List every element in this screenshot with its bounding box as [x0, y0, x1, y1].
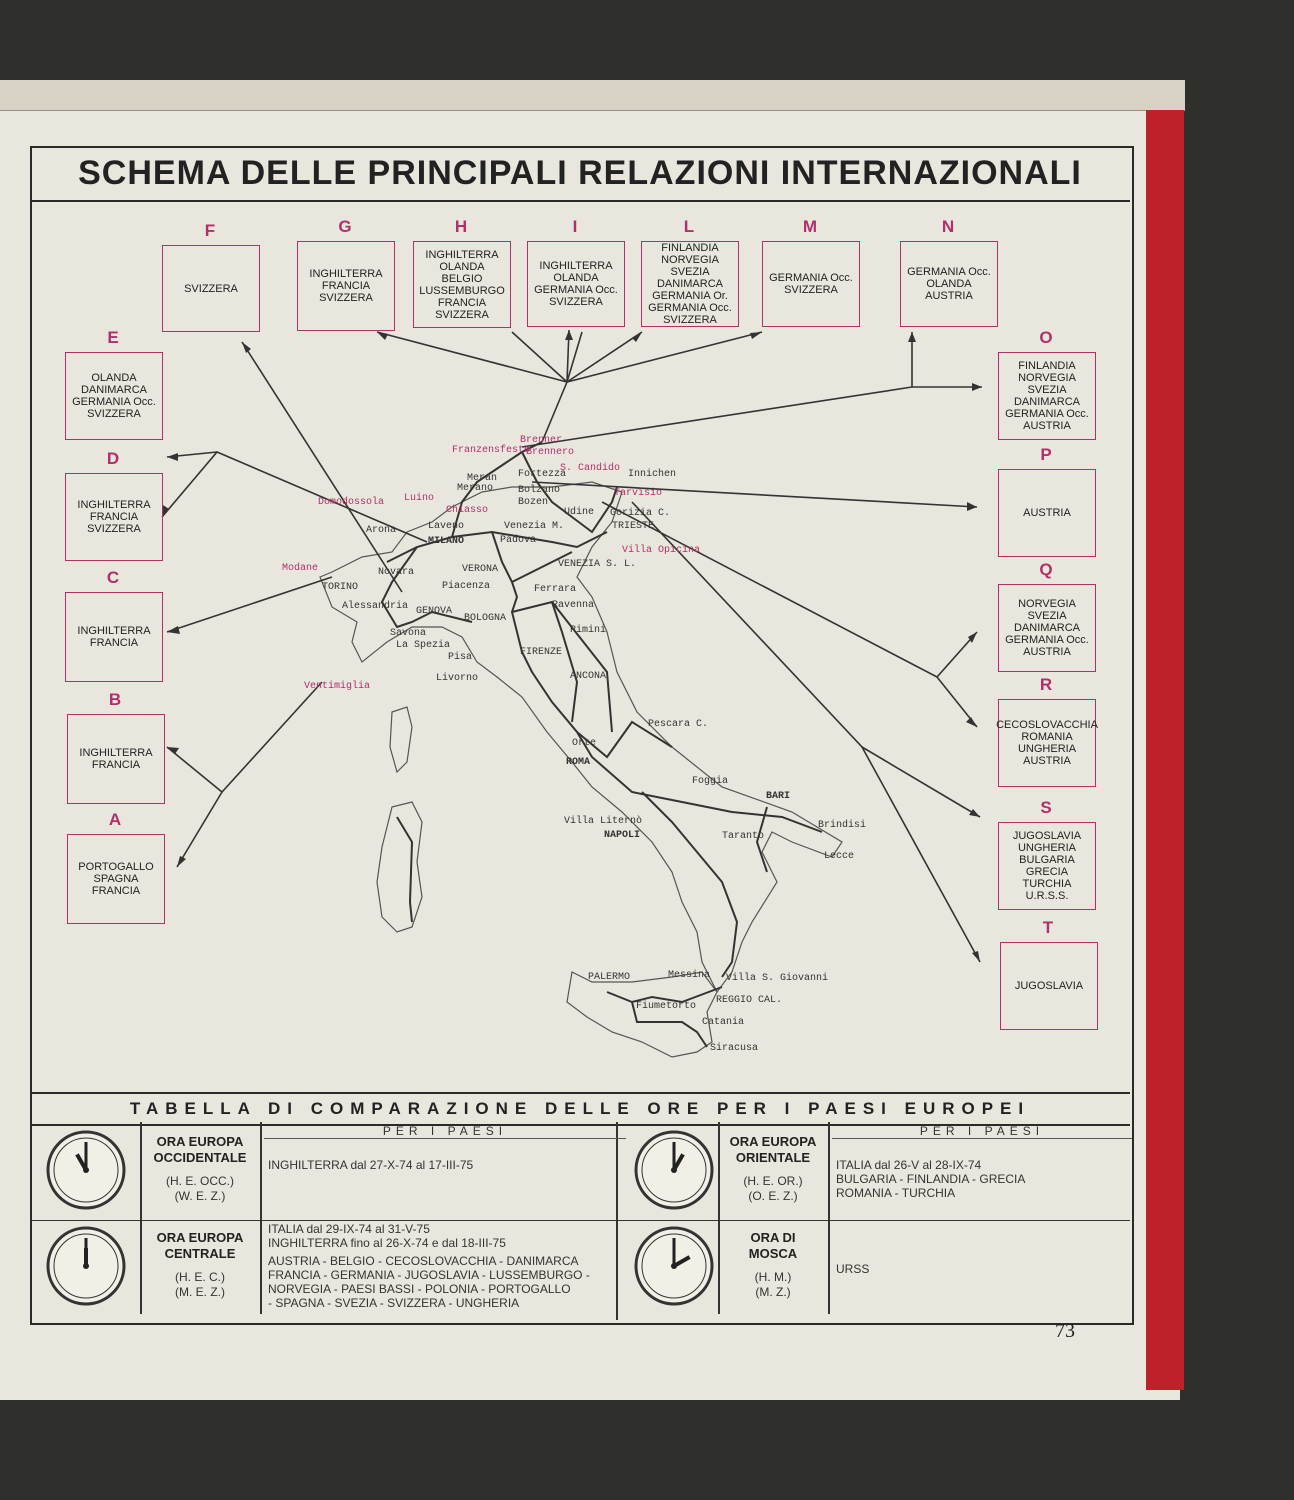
box-country: GERMANIA Occ. [1005, 634, 1089, 646]
box-country: OLANDA [553, 272, 599, 284]
box-country: OLANDA [926, 278, 972, 290]
box-letter-f: F [204, 221, 216, 240]
city-label: Chiasso [446, 505, 489, 516]
zone-abbreviation: (H. M.) [754, 1270, 792, 1284]
city-label: Pisa [448, 652, 473, 663]
destination-box-g [297, 241, 395, 331]
cell-divider [828, 1122, 830, 1218]
box-letter-o: O [1039, 328, 1053, 347]
city-label: BARI [766, 791, 791, 802]
box-country: FINLANDIA [661, 242, 719, 254]
box-country: OLANDA [91, 372, 137, 384]
box-country: OLANDA [439, 260, 485, 273]
box-letter-l: L [683, 217, 695, 236]
zone-abbreviation: (O. E. Z.) [748, 1189, 798, 1203]
clock-icon [44, 1224, 128, 1308]
destination-box-f [162, 245, 260, 332]
box-country: AUSTRIA [1023, 755, 1071, 767]
box-country: GERMANIA Occ. [769, 272, 853, 284]
destination-box-c [65, 592, 163, 682]
page-stack-edge [0, 80, 1185, 111]
city-label: Foggia [692, 776, 729, 787]
city-label: Livorno [436, 673, 479, 684]
city-label: Pescara C. [648, 719, 709, 730]
destination-box-q [998, 584, 1096, 672]
box-country: CECOSLOVACCHIA [996, 719, 1098, 731]
city-label: Meran [467, 473, 498, 484]
city-label: Udine [564, 507, 595, 518]
box-letter-a: A [108, 810, 122, 829]
destination-box-a [67, 834, 165, 924]
box-country: DANIMARCA [656, 278, 723, 290]
zone-countries [268, 1158, 622, 1172]
box-letter-q: Q [1039, 560, 1053, 579]
box-letter-m: M [802, 217, 818, 236]
destination-box-l [641, 241, 739, 327]
city-label: NAPOLI [604, 830, 641, 841]
zone-abbreviation: (M. E. Z.) [175, 1285, 225, 1299]
box-country: AUSTRIA [925, 290, 973, 302]
country-line: URSS [836, 1262, 870, 1276]
country-line: INGHILTERRA dal 27-X-74 al 17-III-75 [268, 1158, 474, 1172]
city-label: TRIESTE [612, 521, 655, 532]
city-label: ROMA [566, 757, 591, 768]
city-label: La Spezia [396, 640, 451, 651]
box-country: SVEZIA [1027, 384, 1067, 396]
zone-name: ORA DI [750, 1230, 796, 1245]
city-label: Piacenza [442, 581, 491, 592]
box-country: UNGHERIA [1017, 842, 1077, 854]
zone-name: ORA EUROPA [156, 1134, 244, 1149]
box-letter-t: T [1042, 918, 1054, 937]
clock-icon [632, 1224, 716, 1308]
box-country: UNGHERIA [1017, 743, 1077, 755]
country-line: ROMANIA - TURCHIA [836, 1186, 956, 1200]
city-label: Merano [457, 483, 494, 494]
country-line: BULGARIA - FINLANDIA - GRECIA [836, 1172, 1026, 1186]
box-country: INGHILTERRA [425, 248, 499, 261]
box-country: SVEZIA [670, 266, 710, 278]
box-country: SVEZIA [1027, 610, 1067, 622]
city-label: Villa Liternò [564, 816, 643, 827]
box-letter-i: I [572, 217, 578, 236]
zone-abbreviation: (W. E. Z.) [174, 1189, 226, 1203]
box-letter-h: H [454, 217, 468, 236]
page-title: SCHEMA DELLE PRINCIPALI RELAZIONI INTERNAZIONALI [78, 153, 1082, 192]
city-label: PALERMO [588, 972, 631, 983]
country-line: ITALIA dal 29-IX-74 al 31-V-75 [268, 1222, 430, 1236]
arrowheads [162, 330, 982, 962]
city-label: Ventimiglia [304, 681, 371, 692]
city-label: Fiumetorto [636, 1001, 697, 1012]
box-country: AUSTRIA [1023, 420, 1071, 432]
city-label: Gorizia C. [610, 508, 671, 519]
city-label: Luino [404, 493, 435, 504]
box-country: BULGARIA [1019, 854, 1075, 866]
cell-divider [828, 1218, 830, 1314]
box-country: FRANCIA [89, 637, 139, 649]
destination-box-i [527, 241, 625, 327]
box-country: SVIZZERA [784, 284, 838, 296]
zone-abbreviation: (H. E. OCC.) [166, 1174, 234, 1188]
city-label: Fortezza [518, 469, 567, 480]
zone-abbreviation: (M. Z.) [755, 1285, 791, 1299]
box-country: DANIMARCA [80, 384, 147, 396]
box-letter-b: B [108, 690, 122, 709]
box-country: GERMANIA Occ. [1005, 408, 1089, 420]
per-paesi-header: PER I PAESI [264, 1124, 626, 1139]
city-label: Alessandria [342, 601, 409, 612]
box-country: INGHILTERRA [77, 625, 151, 637]
box-country: SVIZZERA [549, 296, 603, 308]
zone-abbreviation: (H. E. C.) [175, 1270, 225, 1284]
zone-abbreviation: (H. E. OR.) [743, 1174, 803, 1188]
destination-box-p [998, 469, 1096, 557]
city-label: REGGIO CAL. [716, 995, 783, 1006]
zone-countries [836, 1262, 1128, 1276]
box-country: GERMANIA Or. [652, 290, 728, 302]
city-label: Ferrara [534, 584, 577, 595]
time-zone-name-cell [718, 1230, 828, 1300]
box-country: GERMANIA Occ. [907, 266, 991, 278]
city-label: Bolzano [518, 485, 561, 496]
box-country: GERMANIA Occ. [72, 396, 156, 408]
box-country: NORVEGIA [1018, 372, 1076, 384]
destination-box-h [413, 241, 511, 328]
city-label: VERONA [462, 564, 499, 575]
box-country: ROMANIA [1021, 731, 1073, 743]
box-country: JUGOSLAVIA [1012, 830, 1082, 842]
title-bar [30, 146, 1130, 202]
city-label: VENEZIA S. L. [558, 559, 637, 570]
box-country: NORVEGIA [1018, 598, 1076, 610]
box-country: FINLANDIA [1018, 360, 1076, 372]
destination-box-m [762, 241, 860, 327]
destination-box-o [998, 352, 1096, 440]
city-label: ANCONA [570, 671, 607, 682]
city-label: Orte [572, 738, 597, 749]
box-letter-s: S [1040, 798, 1052, 817]
city-label: Villa Opicina [622, 545, 701, 556]
city-label: BOLOGNA [464, 613, 507, 624]
zone-name: OCCIDENTALE [153, 1150, 247, 1165]
zone-name: ORA EUROPA [156, 1230, 244, 1245]
box-letter-d: D [106, 449, 120, 468]
box-country: INGHILTERRA [309, 268, 383, 280]
zone-countries [268, 1222, 622, 1310]
box-country: INGHILTERRA [77, 499, 151, 511]
country-line: NORVEGIA - PAESI BASSI - POLONIA - PORTOGALLO [268, 1282, 571, 1296]
box-country: GERMANIA Occ. [534, 284, 618, 296]
city-label: Rimini [570, 625, 607, 636]
box-country: SVIZZERA [87, 408, 141, 420]
box-letter-g: G [338, 217, 352, 236]
box-letter-e: E [107, 328, 119, 347]
box-letter-r: R [1039, 675, 1053, 694]
box-country: SVIZZERA [87, 523, 141, 535]
rail-lines [382, 442, 822, 1047]
time-zone-name-cell [718, 1134, 828, 1204]
city-label: Arona [366, 525, 397, 536]
clock-icon [44, 1128, 128, 1212]
city-label: Bozen [518, 497, 549, 508]
country-line: FRANCIA - GERMANIA - JUGOSLAVIA - LUSSEMBURGO - [268, 1268, 590, 1282]
time-zone-name-cell [140, 1230, 260, 1300]
city-labels [282, 435, 866, 1054]
box-country: SPAGNA [93, 873, 139, 885]
country-line: AUSTRIA - BELGIO - CECOSLOVACCHIA - DANIMARCA [268, 1254, 579, 1268]
city-label: Franzensfeste [452, 445, 531, 456]
city-label: Laveno [428, 521, 465, 532]
city-label: Taranto [722, 831, 765, 842]
zone-name: CENTRALE [164, 1246, 236, 1261]
box-country: PORTOGALLO [78, 861, 154, 873]
city-label: Padova [500, 535, 537, 546]
box-country: GRECIA [1025, 866, 1069, 878]
time-zone-name-cell [140, 1134, 260, 1204]
box-country: JUGOSLAVIA [1014, 980, 1084, 992]
box-country: SVIZZERA [435, 308, 489, 321]
box-country: GERMANIA Occ. [648, 302, 732, 314]
destination-box-b [67, 714, 165, 804]
destination-box-n [900, 241, 998, 327]
city-label: Brenner [520, 435, 563, 446]
box-country: BELGIO [441, 272, 483, 285]
destination-box-e [65, 352, 163, 440]
box-country: SVIZZERA [663, 314, 717, 326]
zone-name: ORIENTALE [735, 1150, 811, 1165]
box-country: FRANCIA [91, 885, 141, 897]
destination-box-s [998, 822, 1096, 910]
city-label: Ravenna [552, 600, 595, 611]
city-label: Catania [702, 1017, 745, 1028]
box-country: TURCHIA [1022, 878, 1072, 890]
city-label: FIRENZE [520, 647, 563, 658]
city-label: Siracusa [710, 1043, 759, 1054]
city-label: Innichen [628, 469, 677, 480]
box-country: AUSTRIA [1023, 646, 1071, 658]
city-label: Messina [668, 970, 711, 981]
table-title: TABELLA DI COMPARAZIONE DELLE ORE PER I PAESI EUROPEI [129, 1099, 1031, 1118]
box-country: FRANCIA [89, 511, 139, 523]
city-label: Brindisi [818, 820, 867, 831]
city-label: Venezia M. [504, 521, 565, 532]
city-label: Tarvisio [614, 488, 663, 499]
rail-map [32, 202, 1128, 1090]
box-country: DANIMARCA [1013, 622, 1080, 634]
cell-divider [260, 1122, 262, 1218]
box-country: FRANCIA [437, 296, 487, 309]
country-line: ITALIA dal 26-V al 28-IX-74 [836, 1158, 982, 1172]
city-label: TORINO [322, 582, 359, 593]
box-country: INGHILTERRA [79, 747, 153, 759]
city-label: Lecce [824, 851, 855, 862]
box-country: AUSTRIA [1023, 507, 1071, 519]
zone-name: ORA EUROPA [729, 1134, 817, 1149]
city-label: MILANO [428, 536, 465, 547]
cell-divider [260, 1218, 262, 1314]
box-letter-c: C [106, 568, 120, 587]
box-country: SVIZZERA [184, 282, 238, 295]
destination-box-r [998, 699, 1096, 787]
box-country: SVIZZERA [319, 292, 373, 304]
destination-box-d [65, 473, 163, 561]
page-number: 73 [1055, 1320, 1075, 1342]
destination-box-t [1000, 942, 1098, 1030]
box-letter-p: P [1040, 445, 1052, 464]
city-label: GENOVA [416, 606, 453, 617]
connection-arrows [162, 330, 982, 962]
table-title-bar [30, 1092, 1130, 1126]
box-country: NORVEGIA [661, 254, 719, 266]
red-page-edge [1146, 110, 1184, 1390]
box-country: INGHILTERRA [539, 260, 613, 272]
city-label: Brennero [526, 447, 575, 458]
zone-countries [836, 1158, 1128, 1200]
city-label: Savona [390, 628, 427, 639]
box-country: U.R.S.S. [1025, 890, 1069, 902]
city-label: Novara [378, 567, 415, 578]
box-country: FRANCIA [91, 759, 141, 771]
city-label: Villa S. Giovanni [726, 973, 829, 984]
box-letter-n: N [941, 217, 955, 236]
box-country: FRANCIA [321, 280, 371, 292]
per-paesi-header: PER I PAESI [832, 1124, 1132, 1139]
box-country: DANIMARCA [1013, 396, 1080, 408]
box-country: LUSSEMBURGO [419, 284, 505, 297]
zone-name: MOSCA [748, 1246, 798, 1261]
city-label: S. Candido [560, 463, 621, 474]
city-label: Domodossola [318, 497, 385, 508]
clock-icon [632, 1128, 716, 1212]
city-label: Modane [282, 563, 319, 574]
country-line: INGHILTERRA fino al 26-X-74 e dal 18-III-75 [268, 1236, 506, 1250]
country-line: - SPAGNA - SVEZIA - SVIZZERA - UNGHERIA [268, 1296, 520, 1310]
